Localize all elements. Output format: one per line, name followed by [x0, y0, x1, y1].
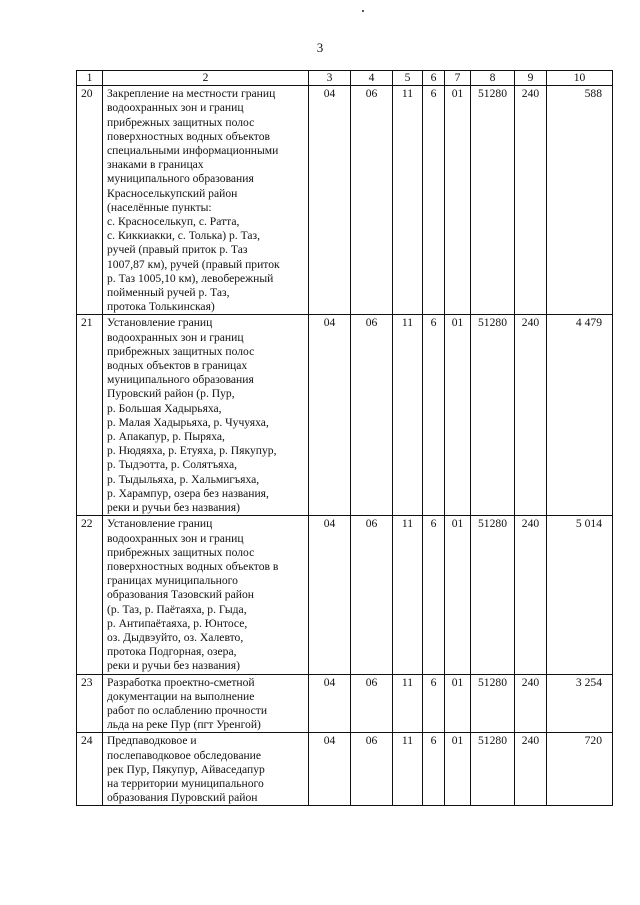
row-number-cell: 21 — [77, 315, 103, 516]
description-line: р. Малая Хадырьяха, р. Чучуяха, — [107, 415, 269, 429]
header-cell: 8 — [471, 71, 515, 86]
description-line: р. Антипаётаяха, р. Юнтосе, — [107, 616, 248, 630]
description-line: прибрежных защитных полос — [107, 545, 255, 559]
code-cell-c7: 01 — [445, 315, 471, 516]
code-cell-c9: 240 — [515, 516, 547, 674]
code-cell-c9: 240 — [515, 674, 547, 733]
code-cell-c3: 04 — [309, 86, 351, 315]
header-cell: 1 — [77, 71, 103, 86]
code-cell-c7: 01 — [445, 733, 471, 806]
table-row — [77, 674, 613, 733]
code-cell-c8: 51280 — [471, 733, 515, 806]
description-line: муниципального образования — [107, 172, 254, 186]
code-cell-c5: 11 — [393, 516, 423, 674]
code-cell-c5: 11 — [393, 86, 423, 315]
description-line: реки и ручьи без названия) — [107, 659, 240, 673]
code-cell-c8: 51280 — [471, 516, 515, 674]
description-line: Установление границ — [107, 316, 213, 330]
description-line: Предпаводковое и — [107, 734, 197, 748]
scan-speck — [362, 10, 364, 12]
description-line: водных объектов в границах — [107, 359, 248, 373]
description-line: специальными информационными — [107, 144, 279, 158]
code-cell-c9: 240 — [515, 86, 547, 315]
description-cell — [103, 674, 309, 733]
description-line: 1007,87 км), ручей (правый приток — [107, 257, 280, 271]
description-line: документации на выполнение — [107, 689, 255, 703]
description-line: р. Таз 1005,10 км), левобережный — [107, 271, 274, 285]
description-line: муниципального образования — [107, 373, 254, 387]
code-cell-c5: 11 — [393, 315, 423, 516]
code-cell-c6: 6 — [423, 733, 445, 806]
description-line: Разработка проектно-сметной — [107, 675, 255, 689]
description-line: прибрежных защитных полос — [107, 115, 255, 129]
description-cell — [103, 516, 309, 674]
code-cell-c4: 06 — [351, 315, 393, 516]
table-row — [77, 516, 613, 674]
description-line: Установление границ — [107, 517, 213, 531]
code-cell-c6: 6 — [423, 315, 445, 516]
row-number-cell: 24 — [77, 733, 103, 806]
code-cell-c9: 240 — [515, 733, 547, 806]
description-line: льда на реке Пур (пгт Уренгой) — [107, 718, 261, 732]
description-line: работ по ослаблению прочности — [107, 703, 268, 717]
description-line: поверхностных водных объектов — [107, 129, 270, 143]
description-line: водоохранных зон и границ — [107, 531, 244, 545]
header-row — [77, 71, 613, 86]
code-cell-c7: 01 — [445, 516, 471, 674]
description-line: оз. Дыдвэуйто, оз. Халевто, — [107, 630, 244, 644]
code-cell-c7: 01 — [445, 674, 471, 733]
description-line: водоохранных зон и границ — [107, 330, 244, 344]
description-line: р. Харампур, озера без названия, — [107, 486, 269, 500]
description-line: знаками в границах — [107, 158, 204, 172]
code-cell-c6: 6 — [423, 674, 445, 733]
header-cell: 3 — [309, 71, 351, 86]
code-cell-c8: 51280 — [471, 315, 515, 516]
description-line: р. Большая Хадырьяха, — [107, 401, 222, 415]
amount-cell: 588 — [547, 86, 613, 315]
code-cell-c3: 04 — [309, 733, 351, 806]
amount-cell: 3 254 — [547, 674, 613, 733]
description-line: послепаводковое обследование — [107, 748, 262, 762]
description-line: Красноселькупский район — [107, 186, 238, 200]
header-cell: 6 — [423, 71, 445, 86]
description-line: прибрежных защитных полос — [107, 344, 255, 358]
description-line: протока Подгорная, озера, — [107, 645, 237, 659]
header-cell: 10 — [547, 71, 613, 86]
description-line: с. Киккиакки, с. Толька) р. Таз, — [107, 229, 261, 243]
code-cell-c3: 04 — [309, 516, 351, 674]
table-row — [77, 86, 613, 315]
code-cell-c5: 11 — [393, 674, 423, 733]
code-cell-c3: 04 — [309, 674, 351, 733]
description-line: р. Апакапур, р. Пыряха, — [107, 430, 225, 444]
description-cell — [103, 86, 309, 315]
description-line: реки и ручьи без названия) — [107, 501, 240, 515]
description-line: границах муниципального — [107, 574, 238, 588]
description-line: рек Пур, Пякупур, Айваседапур — [107, 762, 265, 776]
description-line: (населённые пункты: — [107, 200, 212, 214]
amount-cell: 720 — [547, 733, 613, 806]
code-cell-c4: 06 — [351, 674, 393, 733]
code-cell-c4: 06 — [351, 733, 393, 806]
description-line: образования Пуровский район — [107, 791, 258, 805]
description-line: р. Тыдыльяха, р. Хальмигъяха, — [107, 472, 260, 486]
code-cell-c6: 6 — [423, 516, 445, 674]
code-cell-c8: 51280 — [471, 86, 515, 315]
code-cell-c7: 01 — [445, 86, 471, 315]
description-line: с. Красноселькуп, с. Ратта, — [107, 215, 240, 229]
header-cell: 5 — [393, 71, 423, 86]
code-cell-c3: 04 — [309, 315, 351, 516]
description-cell — [103, 733, 309, 806]
code-cell-c8: 51280 — [471, 674, 515, 733]
description-line: р. Нюдяяха, р. Етуяха, р. Пякупур, — [107, 444, 277, 458]
row-number-cell: 23 — [77, 674, 103, 733]
row-number-cell: 22 — [77, 516, 103, 674]
code-cell-c4: 06 — [351, 516, 393, 674]
header-cell: 4 — [351, 71, 393, 86]
description-line: образования Тазовский район — [107, 588, 254, 602]
description-line: пойменный ручей р. Таз, — [107, 286, 230, 300]
table-row — [77, 733, 613, 806]
description-line: протока Толькинская) — [107, 300, 215, 314]
amount-cell: 5 014 — [547, 516, 613, 674]
header-cell: 7 — [445, 71, 471, 86]
row-number-cell: 20 — [77, 86, 103, 315]
description-line: Закрепление на местности границ — [107, 87, 276, 101]
code-cell-c6: 6 — [423, 86, 445, 315]
budget-table — [76, 70, 613, 806]
description-line: (р. Таз, р. Паётаяха, р. Гыда, — [107, 602, 247, 616]
table-row — [77, 315, 613, 516]
code-cell-c9: 240 — [515, 315, 547, 516]
description-line: ручей (правый приток р. Таз — [107, 243, 248, 257]
header-cell: 9 — [515, 71, 547, 86]
code-cell-c4: 06 — [351, 86, 393, 315]
description-cell — [103, 315, 309, 516]
description-line: водоохранных зон и границ — [107, 101, 244, 115]
code-cell-c5: 11 — [393, 733, 423, 806]
page-number: 3 — [316, 40, 324, 55]
description-line: р. Тыдэотта, р. Солятъяха, — [107, 458, 238, 472]
description-line: на территории муниципального — [107, 776, 264, 790]
description-line: поверхностных водных объектов в — [107, 559, 279, 573]
header-cell: 2 — [103, 71, 309, 86]
description-line: Пуровский район (р. Пур, — [107, 387, 235, 401]
amount-cell: 4 479 — [547, 315, 613, 516]
